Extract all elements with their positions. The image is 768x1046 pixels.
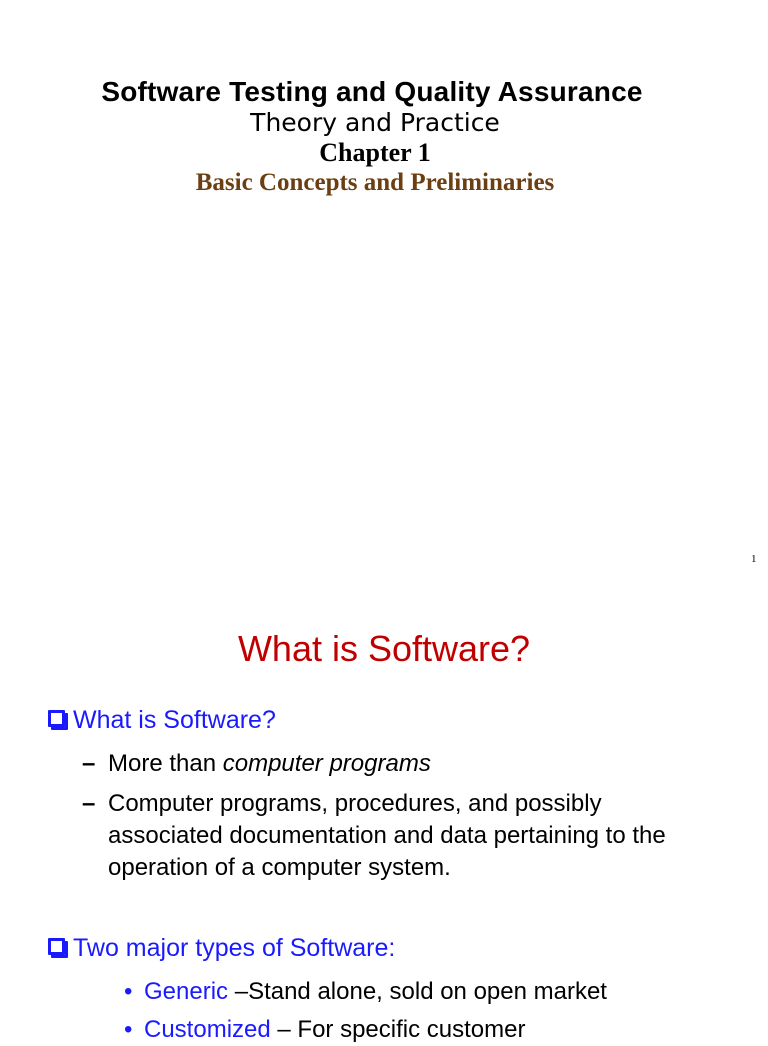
item-text: – For specific customer [270,1016,526,1043]
page-number: 1 [751,553,757,565]
question-label: What is Software? [73,706,276,734]
question-label: Two major types of Software: [73,934,396,962]
item-term: Generic [144,978,229,1005]
item-emphasis: computer programs [222,750,431,777]
slide-heading: What is Software? [237,628,531,669]
bullet-marker: • [124,978,133,1005]
question-types-of-software [48,934,395,963]
list-item [124,976,764,1008]
list-item [82,748,722,780]
chapter-label: Chapter 1 [319,138,431,167]
chapter-topic: Basic Concepts and Preliminaries [195,169,555,196]
question-what-is-software [48,706,276,735]
item-text: Computer programs, procedures, and possibly associated documentation and data pertaining to the operation of a computer system. [108,790,666,881]
item-text: More than [108,750,223,777]
presentation-title: Software Testing and Quality Assurance [101,76,643,107]
slide-what-is-software [0,576,768,1043]
dash-marker: – [82,790,96,817]
dash-marker: – [82,750,96,777]
item-text: –Stand alone, sold on open market [228,978,607,1005]
list-item [82,788,722,884]
presentation-subtitle: Theory and Practice [250,108,500,137]
list-item [124,1014,764,1046]
item-term: Customized [144,1016,271,1043]
checkbox-bullet-icon [48,710,65,727]
bullet-marker: • [124,1016,133,1043]
checkbox-bullet-icon [48,938,65,955]
